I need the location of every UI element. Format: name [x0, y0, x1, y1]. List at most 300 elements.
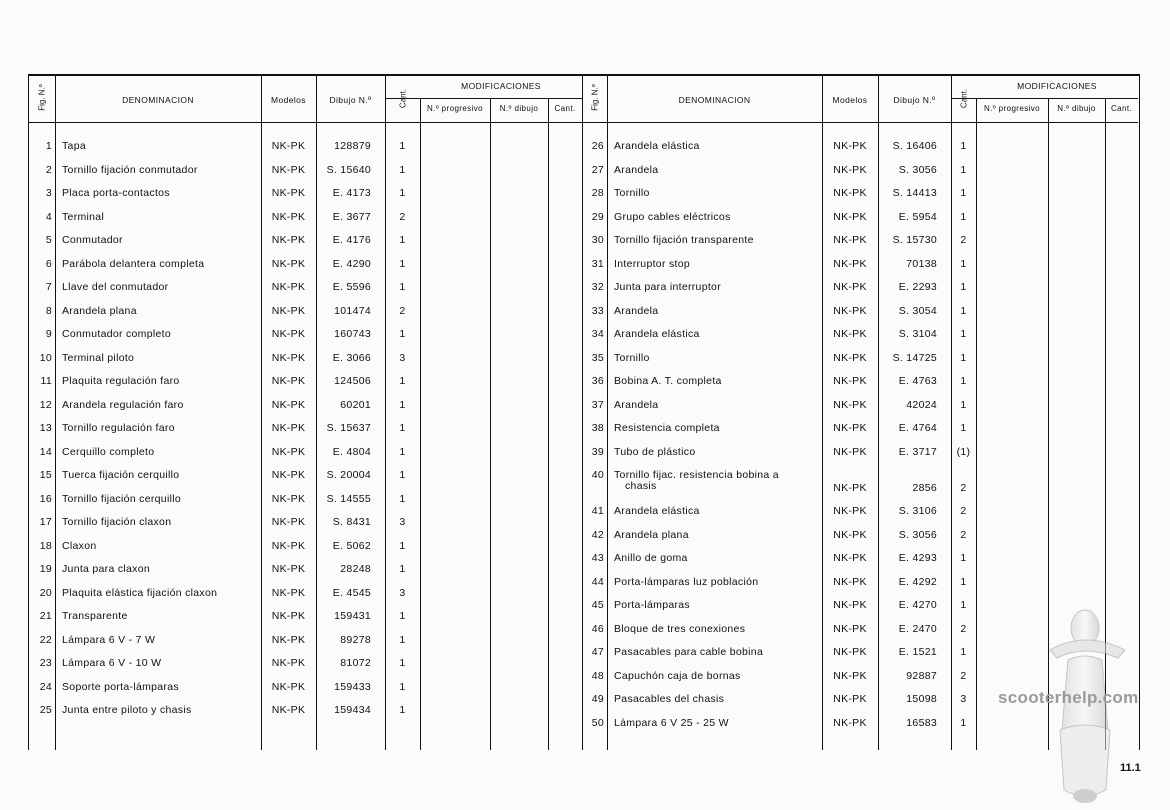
row-denominacion: Pasacables del chasis: [614, 693, 725, 705]
row-dibujo: 101474: [334, 304, 371, 317]
header-n-dibujo: N.º dibujo: [1057, 104, 1096, 113]
row-cantidad: 1: [399, 187, 406, 199]
row-denominacion: Cerquillo completo: [62, 445, 155, 458]
row-cantidad: 1: [960, 552, 967, 564]
row-cantidad: 1: [960, 599, 967, 611]
row-modelo: NK-PK: [271, 563, 306, 575]
header-cant: Cant.: [398, 88, 407, 109]
parts-table-left: [29, 76, 583, 750]
row-denominacion: Resistencia completa: [614, 422, 720, 434]
row-dibujo: S. 15640: [326, 163, 371, 176]
row-cantidad: 1: [399, 375, 406, 387]
row-fig-number: 19: [39, 563, 52, 575]
header-dibujo: Dibujo N.º: [329, 95, 372, 105]
row-modelo: NK-PK: [271, 210, 306, 223]
row-dibujo: 159433: [334, 680, 371, 693]
header-modificaciones: MODIFICACIONES: [461, 81, 541, 91]
table-row: [29, 281, 582, 301]
row-modelo: NK-PK: [833, 140, 867, 152]
table-row: [29, 587, 582, 607]
row-fig-number: 40: [591, 469, 604, 481]
table-row: [29, 164, 582, 184]
row-dibujo: E. 2470: [898, 622, 937, 635]
row-cantidad: 1: [399, 633, 406, 646]
row-denominacion: Capuchón caja de bornas: [614, 669, 741, 682]
header-progresivo: N.º progresivo: [426, 104, 484, 113]
header-fig: Fig. N.º: [37, 84, 47, 111]
row-dibujo: S. 14555: [326, 492, 371, 505]
row-modelo: NK-PK: [833, 281, 867, 293]
row-cantidad: 1: [960, 375, 967, 387]
row-fig-number: 41: [591, 505, 604, 517]
header-denominacion: DENOMINACION: [122, 95, 194, 105]
row-fig-number: 13: [39, 422, 52, 434]
row-denominacion: Llave del conmutador: [62, 281, 169, 293]
row-fig-number: 46: [591, 622, 604, 635]
row-fig-number: 10: [39, 351, 52, 364]
row-fig-number: 26: [591, 140, 604, 152]
row-denominacion: Parábola delantera completa: [62, 257, 205, 270]
row-dibujo: E. 4173: [332, 187, 371, 199]
row-dibujo: S. 15730: [892, 234, 937, 246]
row-fig-number: 33: [591, 304, 604, 317]
row-cantidad: 3: [399, 351, 406, 364]
row-fig-number: 50: [591, 716, 604, 729]
table-row: [582, 422, 1138, 442]
row-modelo: NK-PK: [271, 516, 306, 528]
table-row: [582, 505, 1138, 525]
header-cant: Cant.: [959, 88, 968, 109]
row-denominacion: Porta-lámparas luz población: [614, 575, 759, 588]
row-dibujo: 15098: [906, 693, 937, 705]
row-denominacion: Tornillo fijación cerquillo: [62, 492, 181, 505]
row-dibujo: 42024: [906, 398, 937, 411]
row-cantidad: 1: [399, 445, 406, 458]
table-row: [582, 469, 1138, 503]
table-row: [29, 305, 582, 325]
header-mod-cant: Cant.: [554, 104, 576, 113]
row-cantidad: 2: [960, 482, 967, 494]
row-fig-number: 3: [45, 187, 52, 199]
row-cantidad: 1: [399, 163, 406, 176]
row-modelo: NK-PK: [833, 693, 867, 705]
row-fig-number: 45: [591, 599, 604, 611]
row-denominacion: Pasacables para cable bobina: [614, 646, 764, 658]
parts-table: [28, 74, 1140, 750]
row-cantidad: 1: [399, 257, 406, 270]
table-row: [29, 234, 582, 254]
row-cantidad: 1: [960, 304, 967, 317]
row-fig-number: 35: [591, 351, 604, 364]
row-dibujo: S. 14413: [892, 187, 937, 199]
row-denominacion: Junta para interruptor: [614, 281, 721, 293]
row-modelo: NK-PK: [271, 680, 306, 693]
row-fig-number: 6: [45, 257, 52, 270]
row-dibujo: E. 2293: [898, 281, 937, 293]
row-modelo: NK-PK: [833, 163, 867, 176]
table-row: [582, 258, 1138, 278]
row-cantidad: 1: [960, 328, 967, 340]
row-cantidad: 1: [960, 163, 967, 176]
table-row: [582, 352, 1138, 372]
row-cantidad: 2: [960, 528, 967, 541]
table-row: [29, 140, 582, 160]
header-dibujo: Dibujo N.º: [893, 95, 936, 105]
row-denominacion: Tornillo: [614, 351, 650, 364]
row-modelo: NK-PK: [833, 375, 867, 387]
modificaciones-divider: [951, 98, 1138, 99]
row-denominacion: Tornillo fijac. resistencia bobina a: [614, 469, 779, 481]
row-modelo: NK-PK: [833, 445, 867, 458]
row-dibujo: S. 16406: [892, 140, 937, 152]
row-dibujo: S. 3106: [898, 505, 937, 517]
row-cantidad: 1: [399, 328, 406, 340]
row-modelo: NK-PK: [271, 351, 306, 364]
row-cantidad: 1: [960, 716, 967, 729]
row-denominacion: Lámpara 6 V - 7 W: [62, 633, 156, 646]
row-cantidad: 1: [399, 422, 406, 434]
header-divider: [582, 122, 1138, 123]
row-denominacion-cont: chasis: [625, 480, 657, 492]
row-cantidad: 2: [960, 669, 967, 682]
row-fig-number: 28: [591, 187, 604, 199]
row-dibujo: S. 3104: [898, 328, 937, 340]
table-row: [582, 187, 1138, 207]
table-row: [582, 281, 1138, 301]
row-denominacion: Arandela: [614, 304, 659, 317]
row-dibujo: 70138: [906, 257, 937, 270]
row-denominacion: Tuerca fijación cerquillo: [62, 469, 180, 481]
table-row: [29, 211, 582, 231]
row-modelo: NK-PK: [271, 657, 306, 669]
row-cantidad: 1: [960, 646, 967, 658]
row-denominacion: Tornillo fijación conmutador: [62, 163, 198, 176]
table-row: [29, 563, 582, 583]
row-fig-number: 21: [39, 610, 52, 622]
table-row: [29, 516, 582, 536]
row-dibujo: 159434: [334, 704, 371, 716]
row-dibujo: 16583: [906, 716, 937, 729]
row-fig-number: 42: [591, 528, 604, 541]
row-dibujo: E. 4292: [898, 575, 937, 588]
row-cantidad: 1: [399, 398, 406, 411]
row-fig-number: 49: [591, 693, 604, 705]
row-denominacion: Arandela elástica: [614, 140, 700, 152]
header-modificaciones: MODIFICACIONES: [1017, 81, 1097, 91]
row-dibujo: S. 3056: [898, 163, 937, 176]
row-fig-number: 4: [45, 210, 52, 223]
row-modelo: NK-PK: [833, 646, 867, 658]
row-denominacion: Lámpara 6 V - 10 W: [62, 657, 162, 669]
row-dibujo: S. 3054: [898, 304, 937, 317]
row-cantidad: 1: [399, 140, 406, 152]
row-denominacion: Plaquita elástica fijación claxon: [62, 586, 218, 599]
row-fig-number: 12: [39, 398, 52, 411]
table-row: [582, 399, 1138, 419]
row-modelo: NK-PK: [833, 622, 867, 635]
row-denominacion: Tornillo: [614, 187, 650, 199]
table-row: [582, 234, 1138, 254]
row-denominacion: Anillo de goma: [614, 552, 688, 564]
row-modelo: NK-PK: [271, 445, 306, 458]
row-denominacion: Tubo de plástico: [614, 445, 696, 458]
page-number: 11.1: [1120, 762, 1141, 774]
row-dibujo: E. 4804: [332, 445, 371, 458]
row-modelo: NK-PK: [833, 599, 867, 611]
row-modelo: NK-PK: [833, 328, 867, 340]
row-denominacion: Arandela regulación faro: [62, 398, 184, 411]
row-denominacion: Terminal: [62, 210, 105, 223]
row-cantidad: 1: [399, 469, 406, 481]
row-modelo: NK-PK: [271, 492, 306, 505]
table-row: [582, 375, 1138, 395]
row-cantidad: 1: [960, 575, 967, 588]
row-dibujo: E. 4293: [898, 552, 937, 564]
row-cantidad: 1: [399, 680, 406, 693]
row-denominacion: Arandela elástica: [614, 328, 700, 340]
table-row: [29, 187, 582, 207]
table-row: [29, 446, 582, 466]
row-denominacion: Porta-lámparas: [614, 599, 690, 611]
row-modelo: NK-PK: [271, 398, 306, 411]
row-denominacion: Arandela plana: [62, 304, 137, 317]
row-modelo: NK-PK: [833, 210, 867, 223]
row-modelo: NK-PK: [271, 257, 306, 270]
row-dibujo: 159431: [334, 610, 371, 622]
row-modelo: NK-PK: [271, 163, 306, 176]
row-fig-number: 23: [39, 657, 52, 669]
row-fig-number: 43: [591, 552, 604, 564]
row-modelo: NK-PK: [833, 552, 867, 564]
row-modelo: NK-PK: [833, 505, 867, 517]
table-row: [29, 493, 582, 513]
row-cantidad: 3: [960, 693, 967, 705]
header-divider: [29, 122, 582, 123]
row-denominacion: Conmutador completo: [62, 328, 172, 340]
row-cantidad: 1: [399, 657, 406, 669]
row-cantidad: 1: [960, 351, 967, 364]
row-modelo: NK-PK: [833, 528, 867, 541]
table-row: [582, 446, 1138, 466]
row-denominacion: Soporte porta-lámparas: [62, 680, 179, 693]
header-progresivo: N.º progresivo: [983, 104, 1041, 113]
table-row: [582, 211, 1138, 231]
row-modelo: NK-PK: [271, 328, 306, 340]
header-n-dibujo: N.º dibujo: [499, 104, 539, 113]
row-modelo: NK-PK: [833, 669, 867, 682]
row-dibujo: 89278: [340, 633, 371, 646]
row-modelo: NK-PK: [833, 187, 867, 199]
row-dibujo: E. 5954: [898, 210, 937, 223]
row-dibujo: E. 3717: [898, 445, 937, 458]
table-row: [29, 328, 582, 348]
row-cantidad: 1: [399, 539, 406, 552]
row-denominacion: Tornillo fijación transparente: [614, 234, 754, 246]
row-fig-number: 34: [591, 328, 604, 340]
row-modelo: NK-PK: [271, 375, 306, 387]
row-modelo: NK-PK: [271, 304, 306, 317]
row-denominacion: Lámpara 6 V 25 - 25 W: [614, 716, 729, 729]
table-row: [29, 540, 582, 560]
row-dibujo: E. 1521: [898, 646, 937, 658]
row-fig-number: 1: [45, 140, 52, 152]
row-dibujo: S. 3056: [898, 528, 937, 541]
row-denominacion: Tapa: [62, 140, 86, 152]
table-row: [29, 352, 582, 372]
row-denominacion: Placa porta-contactos: [62, 187, 170, 199]
table-row: [29, 375, 582, 395]
row-dibujo: E. 5062: [332, 539, 371, 552]
table-row: [582, 328, 1138, 348]
row-denominacion: Junta entre piloto y chasis: [62, 704, 192, 716]
row-fig-number: 29: [591, 210, 604, 223]
header-mod-cant: Cant.: [1110, 104, 1133, 113]
row-dibujo: E. 4290: [332, 257, 371, 270]
table-row: [29, 681, 582, 701]
table-row: [29, 258, 582, 278]
row-denominacion: Junta para claxon: [62, 563, 150, 575]
row-fig-number: 48: [591, 669, 604, 682]
row-cantidad: 1: [399, 234, 406, 246]
row-denominacion: Arandela: [614, 163, 659, 176]
row-dibujo: S. 8431: [332, 516, 371, 528]
row-fig-number: 31: [591, 257, 604, 270]
row-denominacion: Terminal piloto: [62, 351, 135, 364]
table-row: [29, 634, 582, 654]
table-row: [29, 657, 582, 677]
row-modelo: NK-PK: [271, 633, 306, 646]
table-row: [29, 610, 582, 630]
header-modelos: Modelos: [271, 95, 306, 105]
row-fig-number: 11: [40, 375, 52, 387]
row-fig-number: 32: [591, 281, 604, 293]
row-fig-number: 22: [39, 633, 52, 646]
row-fig-number: 20: [39, 586, 52, 599]
modificaciones-divider: [385, 98, 582, 99]
row-fig-number: 30: [591, 234, 604, 246]
row-modelo: NK-PK: [833, 351, 867, 364]
row-dibujo: E. 3677: [332, 210, 371, 223]
table-row: [29, 469, 582, 489]
row-denominacion: Bloque de tres conexiones: [614, 622, 746, 635]
row-fig-number: 37: [591, 398, 604, 411]
table-row: [582, 164, 1138, 184]
row-denominacion: Conmutador: [62, 234, 123, 246]
row-dibujo: 28248: [340, 563, 371, 575]
row-modelo: NK-PK: [271, 281, 306, 293]
row-fig-number: 5: [45, 234, 52, 246]
row-modelo: NK-PK: [833, 234, 867, 246]
row-cantidad: 1: [960, 257, 967, 270]
table-row: [582, 552, 1138, 572]
row-cantidad: 2: [960, 234, 967, 246]
row-dibujo: S. 20004: [326, 469, 371, 481]
table-row: [29, 704, 582, 724]
row-cantidad: 1: [399, 281, 406, 293]
row-denominacion: Arandela: [614, 398, 659, 411]
watermark-text: scooterhelp.com: [998, 688, 1139, 707]
row-fig-number: 44: [591, 575, 604, 588]
row-cantidad: 2: [399, 210, 406, 223]
row-dibujo: 81072: [340, 657, 371, 669]
row-modelo: NK-PK: [833, 716, 867, 729]
table-row: [29, 422, 582, 442]
row-cantidad: 1: [960, 210, 967, 223]
row-denominacion: Tornillo regulación faro: [62, 422, 175, 434]
table-row: [582, 529, 1138, 549]
row-dibujo: 160743: [334, 328, 371, 340]
row-modelo: NK-PK: [271, 234, 306, 246]
row-dibujo: E. 3066: [332, 351, 371, 364]
row-modelo: NK-PK: [833, 482, 867, 494]
row-cantidad: 1: [960, 140, 967, 152]
table-row: [582, 305, 1138, 325]
row-modelo: NK-PK: [271, 610, 306, 622]
row-modelo: NK-PK: [271, 469, 306, 481]
row-modelo: NK-PK: [833, 575, 867, 588]
table-row: [582, 576, 1138, 596]
row-dibujo: S. 15637: [326, 422, 371, 434]
row-fig-number: 2: [45, 163, 52, 176]
row-cantidad: 3: [399, 586, 406, 599]
header-fig: Fig. N.º: [590, 84, 599, 111]
row-denominacion: Transparente: [62, 610, 128, 622]
row-modelo: NK-PK: [271, 586, 306, 599]
row-fig-number: 17: [39, 516, 52, 528]
row-fig-number: 25: [39, 704, 52, 716]
row-dibujo: 2856: [912, 482, 937, 494]
row-denominacion: Plaquita regulación faro: [62, 375, 180, 387]
row-cantidad: 1: [960, 422, 967, 434]
row-fig-number: 39: [591, 445, 604, 458]
row-fig-number: 8: [45, 304, 52, 317]
row-denominacion: Arandela plana: [614, 528, 689, 541]
row-dibujo: 124506: [334, 375, 371, 387]
row-dibujo: E. 4764: [898, 422, 937, 434]
row-modelo: NK-PK: [271, 704, 306, 716]
row-modelo: NK-PK: [271, 187, 306, 199]
row-fig-number: 36: [591, 375, 604, 387]
row-cantidad: 3: [399, 516, 406, 528]
row-cantidad: 1: [960, 281, 967, 293]
row-modelo: NK-PK: [271, 539, 306, 552]
row-fig-number: 9: [45, 328, 52, 340]
row-cantidad: 2: [960, 505, 967, 517]
header-denominacion: DENOMINACION: [678, 95, 751, 105]
row-denominacion: Interruptor stop: [614, 257, 691, 270]
row-fig-number: 47: [591, 646, 604, 658]
row-fig-number: 7: [45, 281, 52, 293]
row-modelo: NK-PK: [271, 422, 306, 434]
row-cantidad: 1: [960, 398, 967, 411]
row-fig-number: 15: [39, 469, 52, 481]
table-row: [582, 140, 1138, 160]
row-modelo: NK-PK: [271, 140, 306, 152]
row-cantidad: 1: [399, 610, 406, 622]
row-dibujo: S. 14725: [892, 351, 937, 364]
row-modelo: NK-PK: [833, 257, 867, 270]
row-dibujo: 92887: [906, 669, 937, 682]
row-cantidad: (1): [956, 445, 971, 458]
row-cantidad: 1: [399, 492, 406, 505]
row-modelo: NK-PK: [833, 398, 867, 411]
row-denominacion: Claxon: [62, 539, 97, 552]
row-dibujo: E. 5596: [332, 281, 371, 293]
table-row: [29, 399, 582, 419]
row-cantidad: 1: [399, 563, 406, 575]
row-dibujo: 60201: [340, 398, 371, 411]
row-denominacion: Grupo cables eléctricos: [614, 210, 731, 223]
